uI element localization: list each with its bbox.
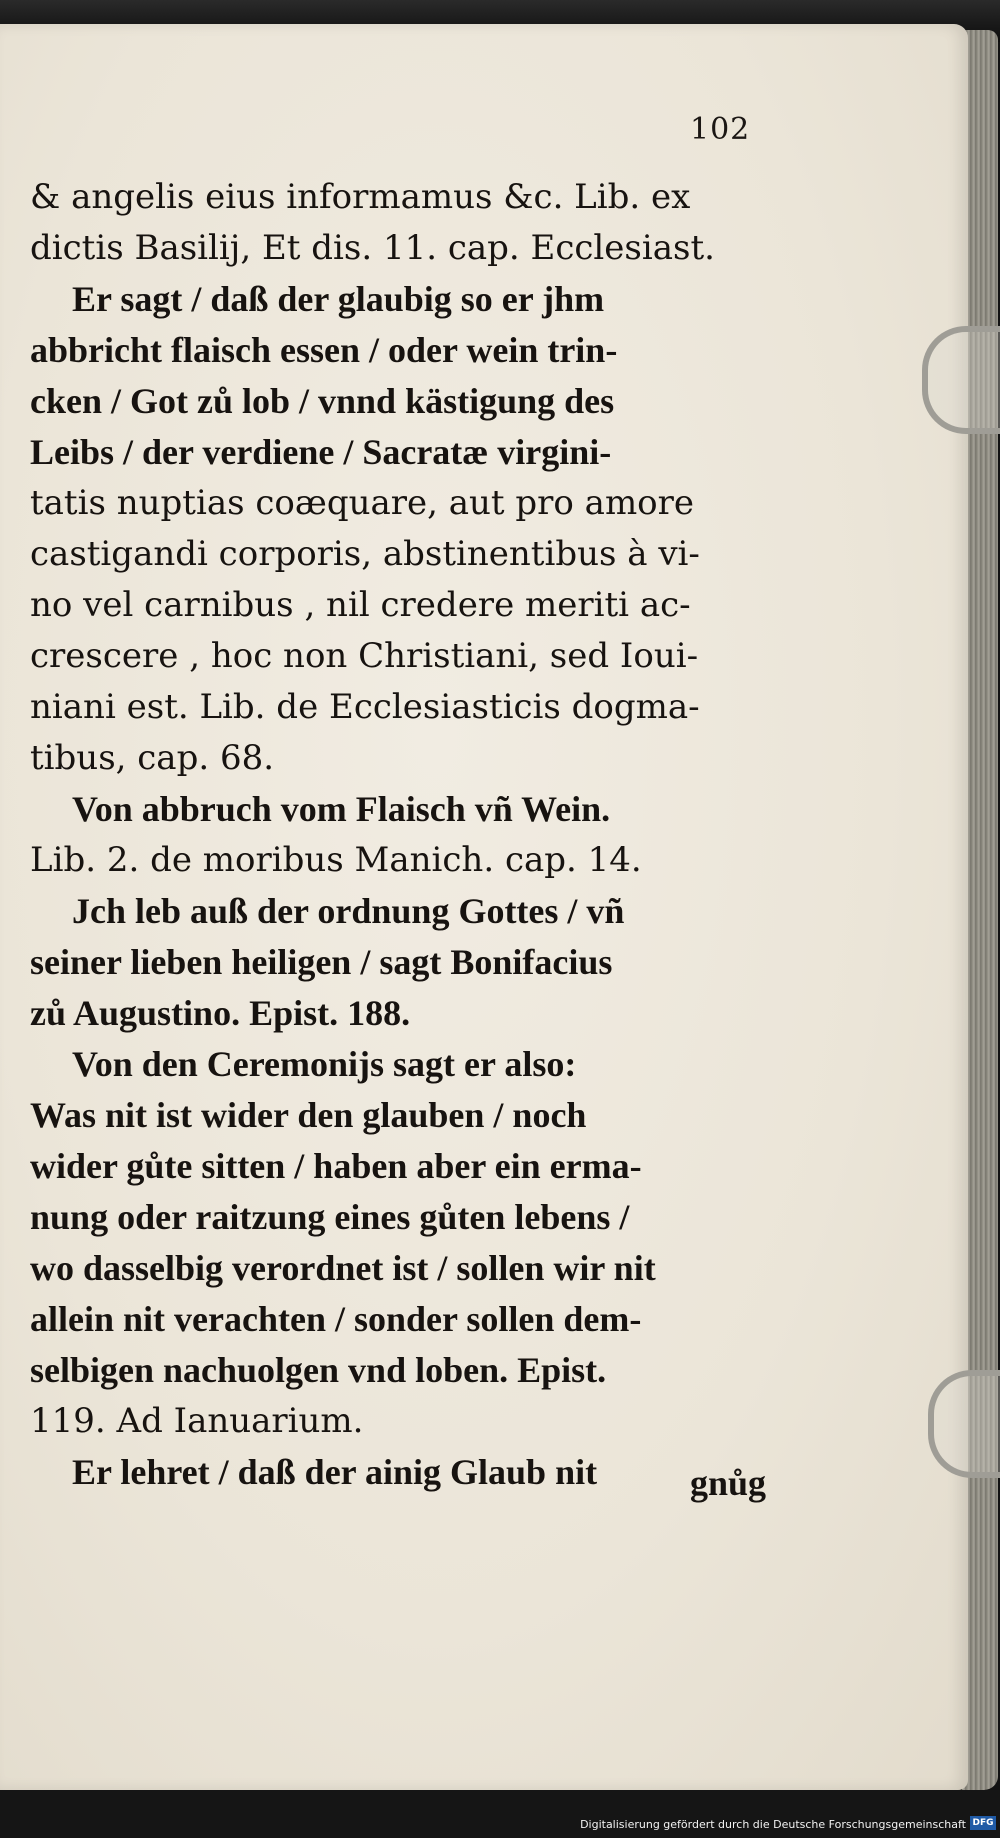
text-line: wo dasselbig verordnet ist / sollen wir nit [30, 1248, 656, 1288]
text-line: Was nit ist wider den glauben / noch [30, 1095, 587, 1135]
text-line: tatis nuptias coæquare, aut pro amore [30, 483, 695, 523]
text-line: nung oder raitzung eines gůten lebens / [30, 1197, 630, 1237]
catchword: gnůg [690, 1463, 767, 1503]
text-line: niani est. Lib. de Ecclesiasticis dogma- [30, 687, 700, 727]
dfg-logo: DFG [970, 1816, 996, 1830]
clasp-tab-bottom [928, 1370, 1000, 1478]
text-line: Von abbruch vom Flaisch vñ Wein. [72, 789, 611, 829]
text-line: tibus, cap. 68. [30, 738, 275, 778]
text-line: wider gůte sitten / haben aber ein erma- [30, 1146, 642, 1186]
text-line: no vel carnibus , nil credere meriti ac- [30, 585, 691, 625]
text-line: castigandi corporis, abstinentibus à vi- [30, 534, 700, 574]
text-line: Er lehret / daß der ainig Glaub nit [72, 1452, 598, 1492]
text-line: seiner lieben heiligen / sagt Bonifacius [30, 942, 613, 982]
text-line: Lib. 2. de moribus Manich. cap. 14. [30, 840, 642, 880]
clasp-tab-top [922, 326, 1000, 434]
text-line: abbricht flaisch essen / oder wein trin- [30, 330, 618, 370]
text-line: crescere , hoc non Christiani, sed Ioui- [30, 636, 699, 676]
text-line: dictis Basilij, Et dis. 11. cap. Ecclesiast. [30, 228, 715, 268]
text-line: allein nit verachten / sonder sollen dem- [30, 1299, 642, 1339]
text-line: Von den Ceremonijs sagt er also: [72, 1044, 577, 1084]
text-line: & angelis eius informamus &c. Lib. ex [30, 177, 691, 217]
text-line: cken / Got zů lob / vnnd kästigung des [30, 381, 615, 421]
text-line: 119. Ad Ianuarium. [30, 1401, 364, 1441]
text-line: zů Augustino. Epist. 188. [30, 993, 411, 1033]
text-line: Jch leb auß der ordnung Gottes / vñ [72, 891, 625, 931]
digitization-credit: Digitalisierung gefördert durch die Deutsche Forschungsgemeinschaft [580, 1818, 966, 1831]
text-line: Er sagt / daß der glaubig so er jhm [72, 279, 605, 319]
text-line: Leibs / der verdiene / Sacratæ virgini- [30, 432, 612, 472]
page-number: 102 [690, 112, 751, 147]
page-text [30, 172, 800, 1498]
text-line: selbigen nachuolgen vnd loben. Epist. [30, 1350, 607, 1390]
